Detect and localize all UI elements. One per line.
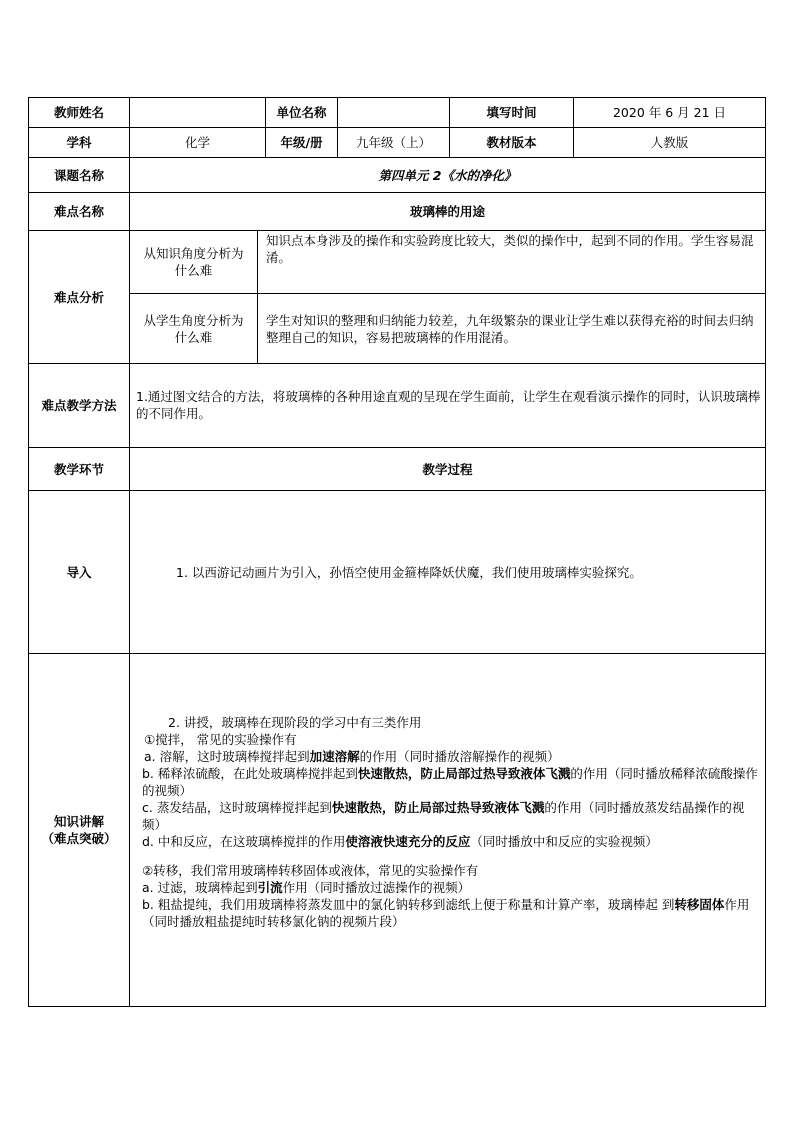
student-angle-label: 从学生角度分析为什么难 <box>130 294 258 364</box>
student-angle-text: 学生对知识的整理和归纳能力较差，九年级繁杂的课业让学生难以获得充裕的时间去归纳整理自己的知识，容易把玻璃棒的作用混淆。 <box>258 294 766 364</box>
fill-date-label: 填写时间 <box>450 98 574 128</box>
difficulty-name-label: 难点名称 <box>29 193 130 231</box>
knowledge-label-line1: 知识讲解 <box>53 814 104 829</box>
unit-name-label: 单位名称 <box>266 98 338 128</box>
stir-d-emphasis: 使溶液快速充分的反应 <box>345 834 471 849</box>
transfer-item-b <box>138 896 761 930</box>
stir-item-b <box>138 765 761 799</box>
edition-value: 人教版 <box>574 128 766 158</box>
stir-item-c <box>138 799 761 833</box>
stir-b-note: 的作用（同时播放稀释浓硫酸操作的视频） <box>142 766 758 798</box>
transfer-item-a <box>138 879 761 896</box>
unit-name-value <box>338 98 450 128</box>
trans-a-emphasis: 引流 <box>257 880 283 895</box>
stir-b-text: b. 稀释浓硫酸，在此处玻璃棒搅拌起到 <box>142 766 358 781</box>
knowledge-label <box>29 654 130 1007</box>
stir-c-text: c. 蒸发结晶，这时玻璃棒搅拌起到 <box>142 800 332 815</box>
knowledge-label-line2: （难点突破） <box>41 831 117 846</box>
fill-date-value: 2020 年 6 月 21 日 <box>574 98 766 128</box>
teaching-stage-header: 教学环节 <box>29 448 130 491</box>
knowledge-row <box>29 654 766 1007</box>
stir-d-note: （同时播放中和反应的实验视频） <box>470 834 658 849</box>
transfer-title: ②转移，我们常用玻璃棒转移固体或液体，常见的实验操作有 <box>142 863 479 878</box>
trans-b-text: b. 粗盐提纯，我们用玻璃棒将蒸发皿中的氯化钠转移到滤纸上便于称量和计算产率，玻璃棒起 到 <box>142 897 675 912</box>
header-row-1 <box>29 98 766 128</box>
teaching-method-text: 1.通过图文结合的方法，将玻璃棒的各种用途直观的呈现在学生面前，让学生在观看演示操作的同时，认识玻璃棒的不同作用。 <box>130 364 766 448</box>
knowledge-angle-label: 从知识角度分析为什么难 <box>130 231 258 294</box>
teaching-process-header: 教学过程 <box>130 448 766 491</box>
trans-b-emphasis: 转移固体 <box>674 897 725 912</box>
trans-b-note: 作用（同时播放粗盐提纯时转移氯化钠的视频片段） <box>142 897 750 929</box>
subject-label: 学科 <box>29 128 130 158</box>
stir-a-emphasis: 加速溶解 <box>309 749 360 764</box>
teaching-method-label: 难点教学方法 <box>29 364 130 448</box>
stir-a-text: a. 溶解，这时玻璃棒搅拌起到 <box>144 749 310 764</box>
stir-d-text: d. 中和反应，在这玻璃棒搅拌的作用 <box>142 834 346 849</box>
edition-label: 教材版本 <box>450 128 574 158</box>
grade-label: 年级/册 <box>266 128 338 158</box>
trans-a-note: 作用（同时播放过滤操作的视频） <box>282 880 471 895</box>
stir-c-emphasis: 快速散热，防止局部过热导致液体飞溅 <box>331 800 545 815</box>
difficulty-name-value: 玻璃棒的用途 <box>130 193 766 231</box>
knowledge-angle-text: 知识点本身涉及的操作和实验跨度比较大，类似的操作中，起到不同的作用。学生容易混淆。 <box>258 231 766 294</box>
stir-title: ①搅拌， 常见的实验操作有 <box>144 732 297 747</box>
lesson-topic: 《水的净化》 <box>441 167 517 183</box>
subject-value: 化学 <box>130 128 266 158</box>
knowledge-content <box>130 654 766 1007</box>
stir-item-d <box>138 833 761 850</box>
grade-value: 九年级（上） <box>338 128 450 158</box>
stir-a-note: 的作用（同时播放溶解操作的视频） <box>359 749 560 764</box>
analysis-student-row <box>29 294 766 364</box>
difficulty-analysis-label: 难点分析 <box>29 231 130 364</box>
intro-label: 导入 <box>29 491 130 654</box>
method-row <box>29 364 766 448</box>
lesson-title-label: 课题名称 <box>29 158 130 193</box>
teacher-name-value <box>130 98 266 128</box>
lesson-plan-table <box>28 97 766 1007</box>
header-row-2 <box>29 128 766 158</box>
intro-text: 1. 以西游记动画片为引入，孙悟空使用金箍棒降妖伏魔，我们使用玻璃棒实验探究。 <box>130 491 766 654</box>
difficulty-row <box>29 193 766 231</box>
lesson-unit: 第四单元 2 <box>378 167 442 183</box>
teacher-name-label: 教师姓名 <box>29 98 130 128</box>
analysis-knowledge-row <box>29 231 766 294</box>
process-header-row <box>29 448 766 491</box>
stir-c-note: 的作用（同时播放蒸发结晶操作的视频） <box>142 800 745 832</box>
intro-row <box>29 491 766 654</box>
stir-item-a <box>138 748 761 765</box>
trans-a-text: a. 过滤，玻璃棒起到 <box>142 880 258 895</box>
stir-b-emphasis: 快速散热，防止局部过热导致液体飞溅 <box>357 766 571 781</box>
lesson-row <box>29 158 766 193</box>
lesson-title-value <box>130 158 766 193</box>
knowledge-heading: 2. 讲授，玻璃棒在现阶段的学习中有三类作用 <box>168 715 422 730</box>
